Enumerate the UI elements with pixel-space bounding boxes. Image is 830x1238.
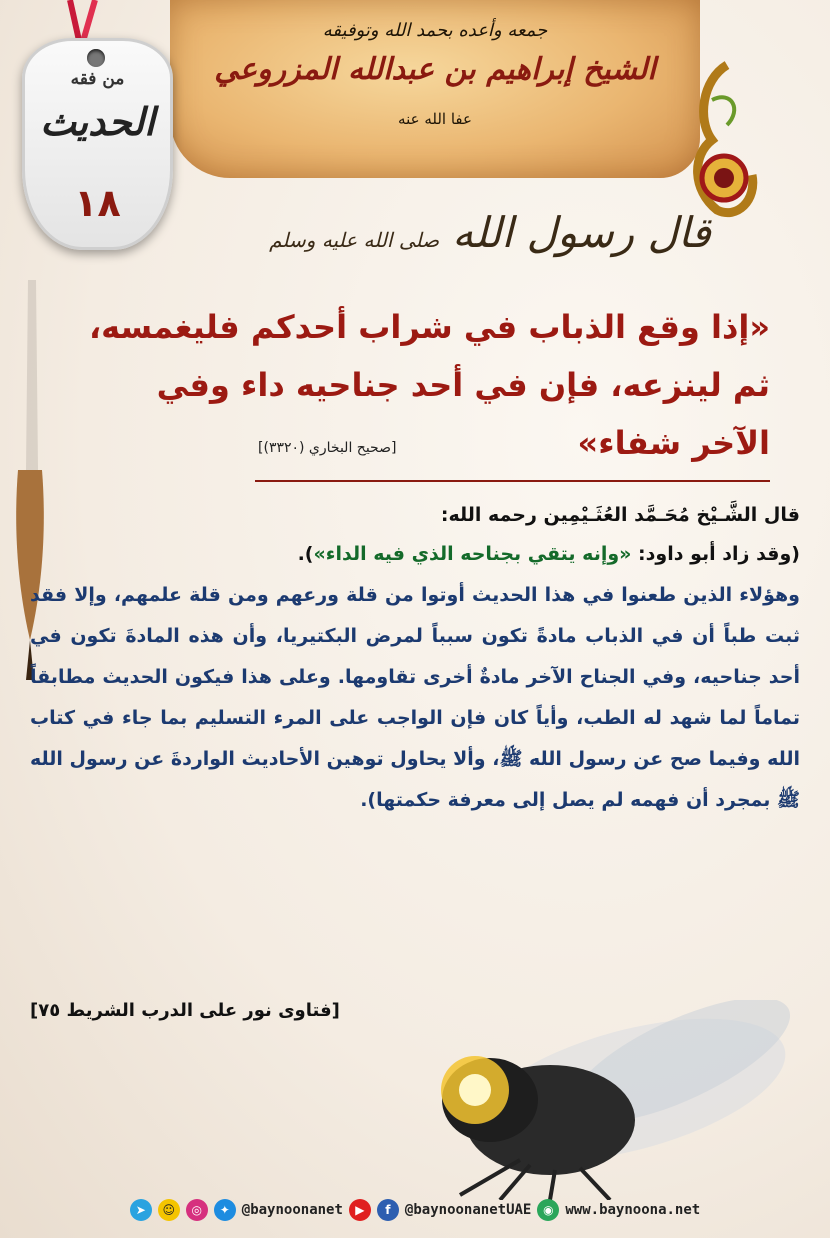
abu-dawud-quote: «وإنه يتقي بجناحه الذي فيه الداء»: [313, 543, 632, 565]
tag-min-fiqh: من فقه: [70, 69, 125, 89]
youtube-icon[interactable]: ▶: [349, 1199, 371, 1221]
website-link[interactable]: www.baynoona.net: [565, 1202, 701, 1218]
qala-rasul-title: [150, 208, 830, 257]
qala-rasul-text: قال رسول الله: [452, 208, 711, 257]
twitter-icon[interactable]: ✦: [214, 1199, 236, 1221]
fatwa-source: [فتاوى نور على الدرب الشريط ٧٥]: [30, 1000, 340, 1021]
baynoona-logo: [682, 60, 762, 220]
telegram-icon[interactable]: ➤: [130, 1199, 152, 1221]
abu-dawud-suffix: ).: [297, 543, 314, 565]
commentary-paragraph: وهؤلاء الذين طعنوا في هذا الحديث أوتوا من قلة ورعهم ومن قلة علمهم، وإلا فقد ثبت طباً أن في الذباب مادةً تكون سبباً لمرض البكتيريا، وأن هذه المادةَ تكون في أحد جناحيه، وفي الجناح الآخر مادةٌ أخرى تقاومها. وعلى هذا فيكون الحديث مطابقاً تماماً لما شهد له الطب، وأياً كان فإن الواجب على المرء التسليم بما جاء في كتاب الله وفيما صح عن رسول الله ﷺ، وألا يحاول توهين الأحاديث الواردةَ عن رسول الله ﷺ بمجرد أن فهمه لم يصل إلى معرفة حكمتها).: [30, 584, 800, 811]
tag-hole: [87, 49, 105, 67]
handle-2-link[interactable]: @baynoonanetUAE: [404, 1202, 532, 1218]
hadith-reference: [صحيح البخاري (٣٣٢٠)]: [258, 440, 397, 456]
tag-hadith-word: الحديث: [40, 99, 155, 144]
commentary-intro: قال الشَّـيْخ مُحَـمَّد العُثَـيْمِين رحمه الله:: [440, 504, 800, 526]
facebook-icon[interactable]: f: [377, 1199, 399, 1221]
parchment-header: [170, 0, 700, 178]
commentary-block: [30, 496, 800, 821]
compiled-by-text: جمعه وأعده بحمد الله وتوفيقه: [322, 20, 548, 41]
fly-illustration: [380, 1000, 800, 1200]
tag-number: ١٨: [74, 181, 121, 225]
divider-line: [255, 480, 770, 482]
social-footer: [40, 1196, 790, 1224]
afa-allah-text: عفا الله عنه: [398, 110, 472, 128]
snapchat-icon[interactable]: ☺: [158, 1199, 180, 1221]
hadith-text: «إذا وقع الذباب في شراب أحدكم فليغمسه، ثم لينزعه، فإن في أحد جناحيه داء وفي الآخر شفاء»: [89, 308, 770, 462]
globe-icon[interactable]: ◉: [537, 1199, 559, 1221]
sheikh-name: الشيخ إبراهيم بن عبدالله المزروعي: [214, 52, 656, 87]
instagram-icon[interactable]: ◎: [186, 1199, 208, 1221]
abu-dawud-line: [30, 534, 800, 575]
abu-dawud-prefix: (وقد زاد أبو داود:: [631, 543, 800, 565]
handle-1-link[interactable]: @baynoonanet: [241, 1202, 343, 1218]
salla-text: صلى الله عليه وسلم: [269, 228, 440, 252]
